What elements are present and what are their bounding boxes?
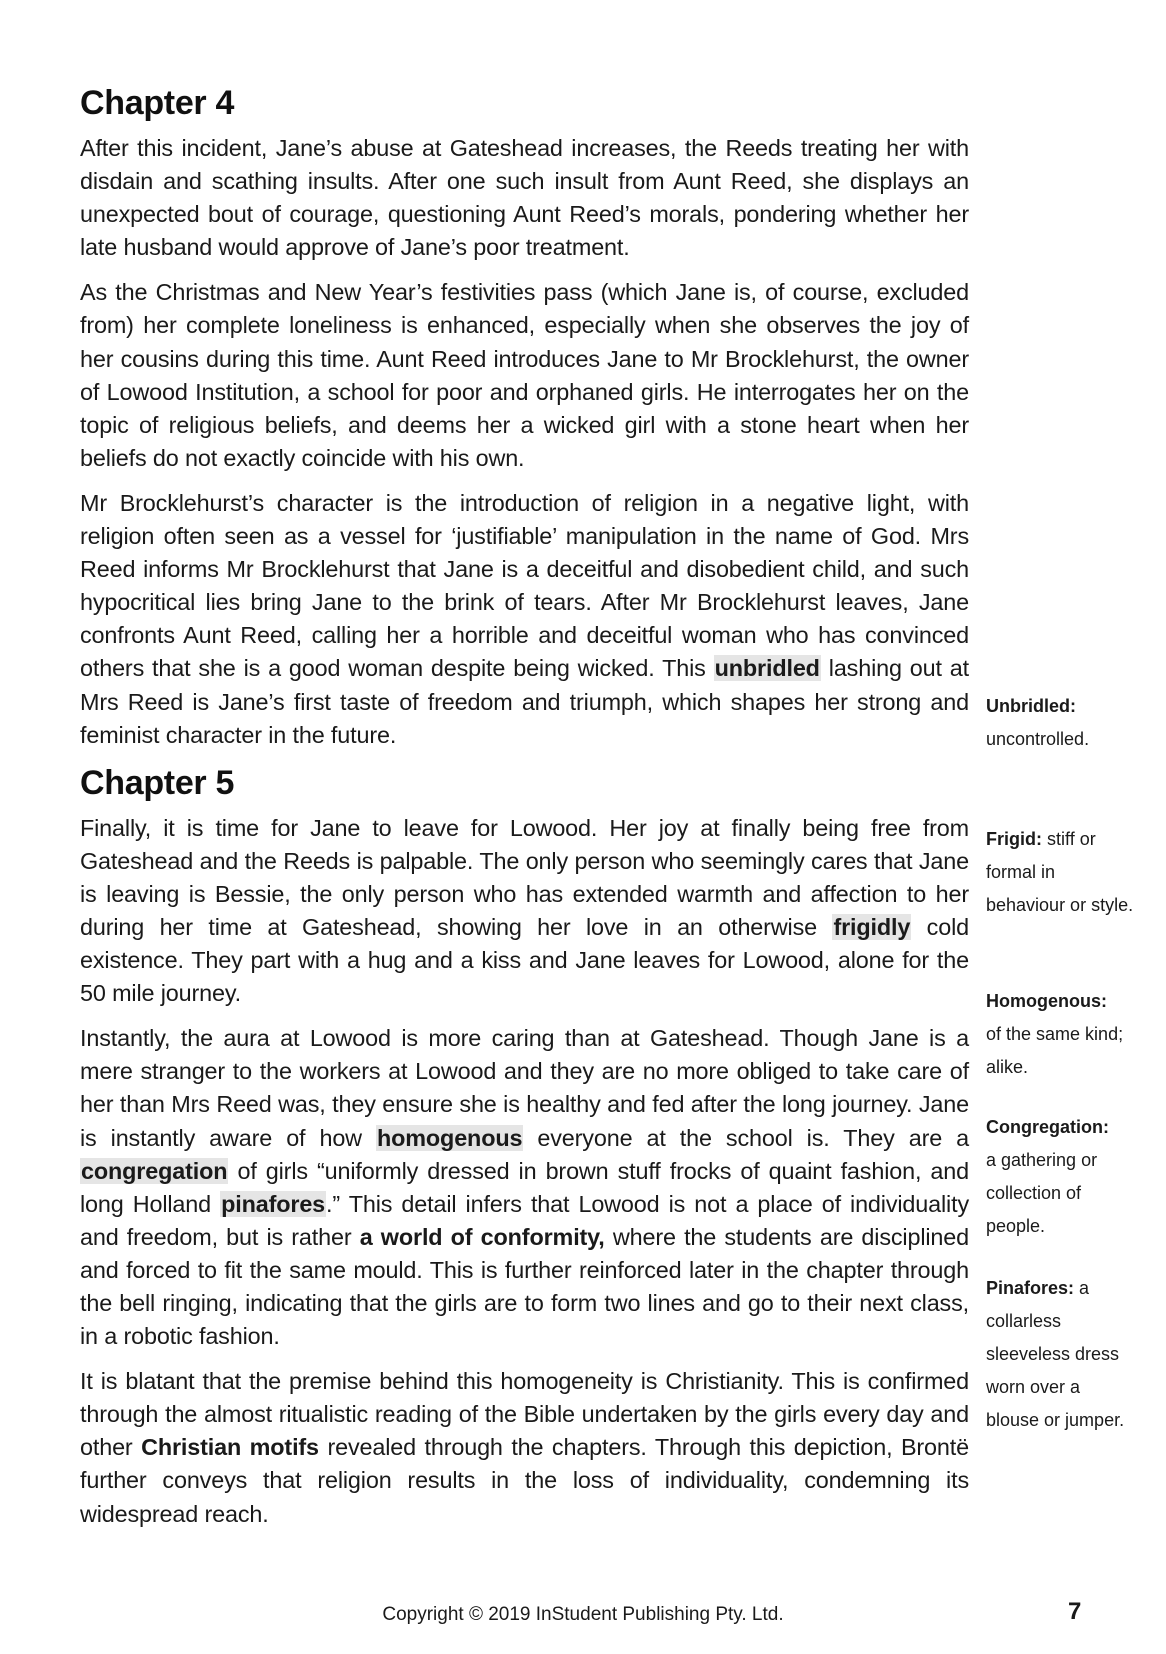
- page-number: 7: [1068, 1598, 1082, 1625]
- bold-phrase-conformity: a world of conformity,: [359, 1223, 605, 1250]
- highlighted-term-homogenous: homogenous: [377, 1124, 523, 1151]
- chapter-4-paragraph-2: As the Christmas and New Year’s festivities pass (which Jane is, of course, excluded from) her complete loneliness is enhanced, especially when she observes the joy of her cousins during this time. Aunt Reed introduces Jane to Mr Brocklehurst, the owner of Lowood Institution, a school for poor and orphaned girls. He interrogates her on the topic of religious beliefs, and deems her a wicked girl with a stone heart when her beliefs do not exactly coincide with his own.: [80, 279, 969, 471]
- main-text-column: [80, 80, 969, 1531]
- text-span: Instantly, the aura at Lowood is more caring than at Gateshead. Though Jane is a mere stranger to the workers at Lowood and they are no more obliged to take care of her than Mrs Reed was, they ensure she is healthy and fed after the long journey. Jane is instantly aware of how: [80, 1025, 969, 1151]
- glossary-definition: a gathering or collection of people.: [986, 1150, 1098, 1236]
- chapter-5-paragraph-3: [80, 1365, 969, 1530]
- highlighted-term-unbridled: unbridled: [714, 655, 820, 682]
- glossary-term: Homogenous:: [986, 991, 1107, 1011]
- highlighted-term-frigidly: frigidly: [833, 913, 911, 940]
- text-span: revealed through the chapters. Through this depiction, Brontë further conveys that religion results in the loss of individuality, condemning its widespread reach.: [80, 1434, 969, 1527]
- glossary-term: Frigid:: [986, 829, 1042, 849]
- glossary-entry-homogenous: [986, 985, 1136, 1084]
- chapter-5-paragraph-2: [80, 1022, 969, 1353]
- glossary-entry-unbridled: [986, 690, 1136, 756]
- copyright-footer: Copyright © 2019 InStudent Publishing Pty. Ltd.: [382, 1604, 784, 1625]
- glossary-definition: of the same kind; alike.: [986, 1024, 1124, 1077]
- text-span: of girls “uniformly dressed in brown stuff frocks of quaint fashion, and long Holland: [80, 1157, 969, 1217]
- chapter-4-paragraph-1: After this incident, Jane’s abuse at Gateshead increases, the Reeds treating her with disdain and scathing insults. After one such insult from Aunt Reed, she displays an unexpected bout of courage, questioning Aunt Reed’s morals, pondering whether her late husband would approve of Jane’s poor treatment.: [80, 135, 969, 261]
- glossary-definition: uncontrolled.: [986, 729, 1090, 749]
- text-span: where the students are disciplined and forced to fit the same mould. This is further reinforced later in the chapter through the bell ringing, indicating that the girls are to form two lines and go to their next class, in a robotic fashion.: [80, 1223, 969, 1350]
- chapter-4-paragraph-3: [80, 487, 969, 752]
- text-span: Finally, it is time for Jane to leave for Lowood. Her joy at finally being free from Gateshead and the Reeds is palpable. The only person who seemingly cares that Jane is leaving is Bessie, the only person who has extended warmth and affection to her during her time at Gateshead, showing her love in an otherwise: [80, 814, 969, 940]
- glossary-term: Pinafores:: [986, 1278, 1075, 1298]
- highlighted-term-congregation: congregation: [81, 1157, 228, 1184]
- text-span: everyone at the school is. They are a: [523, 1124, 969, 1151]
- glossary-entry-frigid: [986, 823, 1136, 922]
- glossary-entry-pinafores: [986, 1272, 1136, 1437]
- text-span: cold existence. They part with a hug and a kiss and Jane leaves for Lowood, alone for the 50 mile journey.: [80, 913, 969, 1007]
- chapter-5-paragraph-1: [80, 812, 969, 1011]
- chapter-5-heading: Chapter 5: [80, 763, 235, 802]
- glossary-definition: stiff or formal in behaviour or style.: [986, 829, 1134, 915]
- text-span: .” This detail infers that Lowood is not a place of individuality and freedom, but is rather: [80, 1190, 969, 1250]
- bold-phrase-christian-motifs: Christian motifs: [141, 1434, 319, 1461]
- text-span: Mr Brocklehurst’s character is the introduction of religion in a negative light, with religion often seen as a vessel for ‘justifiable’ manipulation in the name of God. Mrs Reed informs Mr Brocklehurst that Jane is a deceitful and disobedient child, and such hypocritical lies bring Jane to the brink of tears. After Mr Brocklehurst leaves, Jane confronts Aunt Reed, calling her a horrible and deceitful woman who has convinced others that she is a good woman despite being wicked. This: [80, 489, 969, 682]
- chapter-4-heading: Chapter 4: [80, 84, 235, 122]
- glossary-entry-congregation: [986, 1111, 1136, 1243]
- text-span: lashing out at Mrs Reed is Jane’s first taste of freedom and triumph, which shapes her strong and feminist character in the future.: [80, 655, 969, 748]
- highlighted-term-pinafores: pinafores: [221, 1190, 326, 1217]
- glossary-definition: a collarless sleeveless dress worn over a blouse or jumper.: [986, 1278, 1125, 1430]
- glossary-term: Unbridled:: [986, 696, 1076, 716]
- text-span: It is blatant that the premise behind this homogeneity is Christianity. This is confirmed through the almost ritualistic reading of the Bible undertaken by the girls every day and other: [80, 1368, 969, 1461]
- glossary-term: Congregation:: [986, 1117, 1109, 1137]
